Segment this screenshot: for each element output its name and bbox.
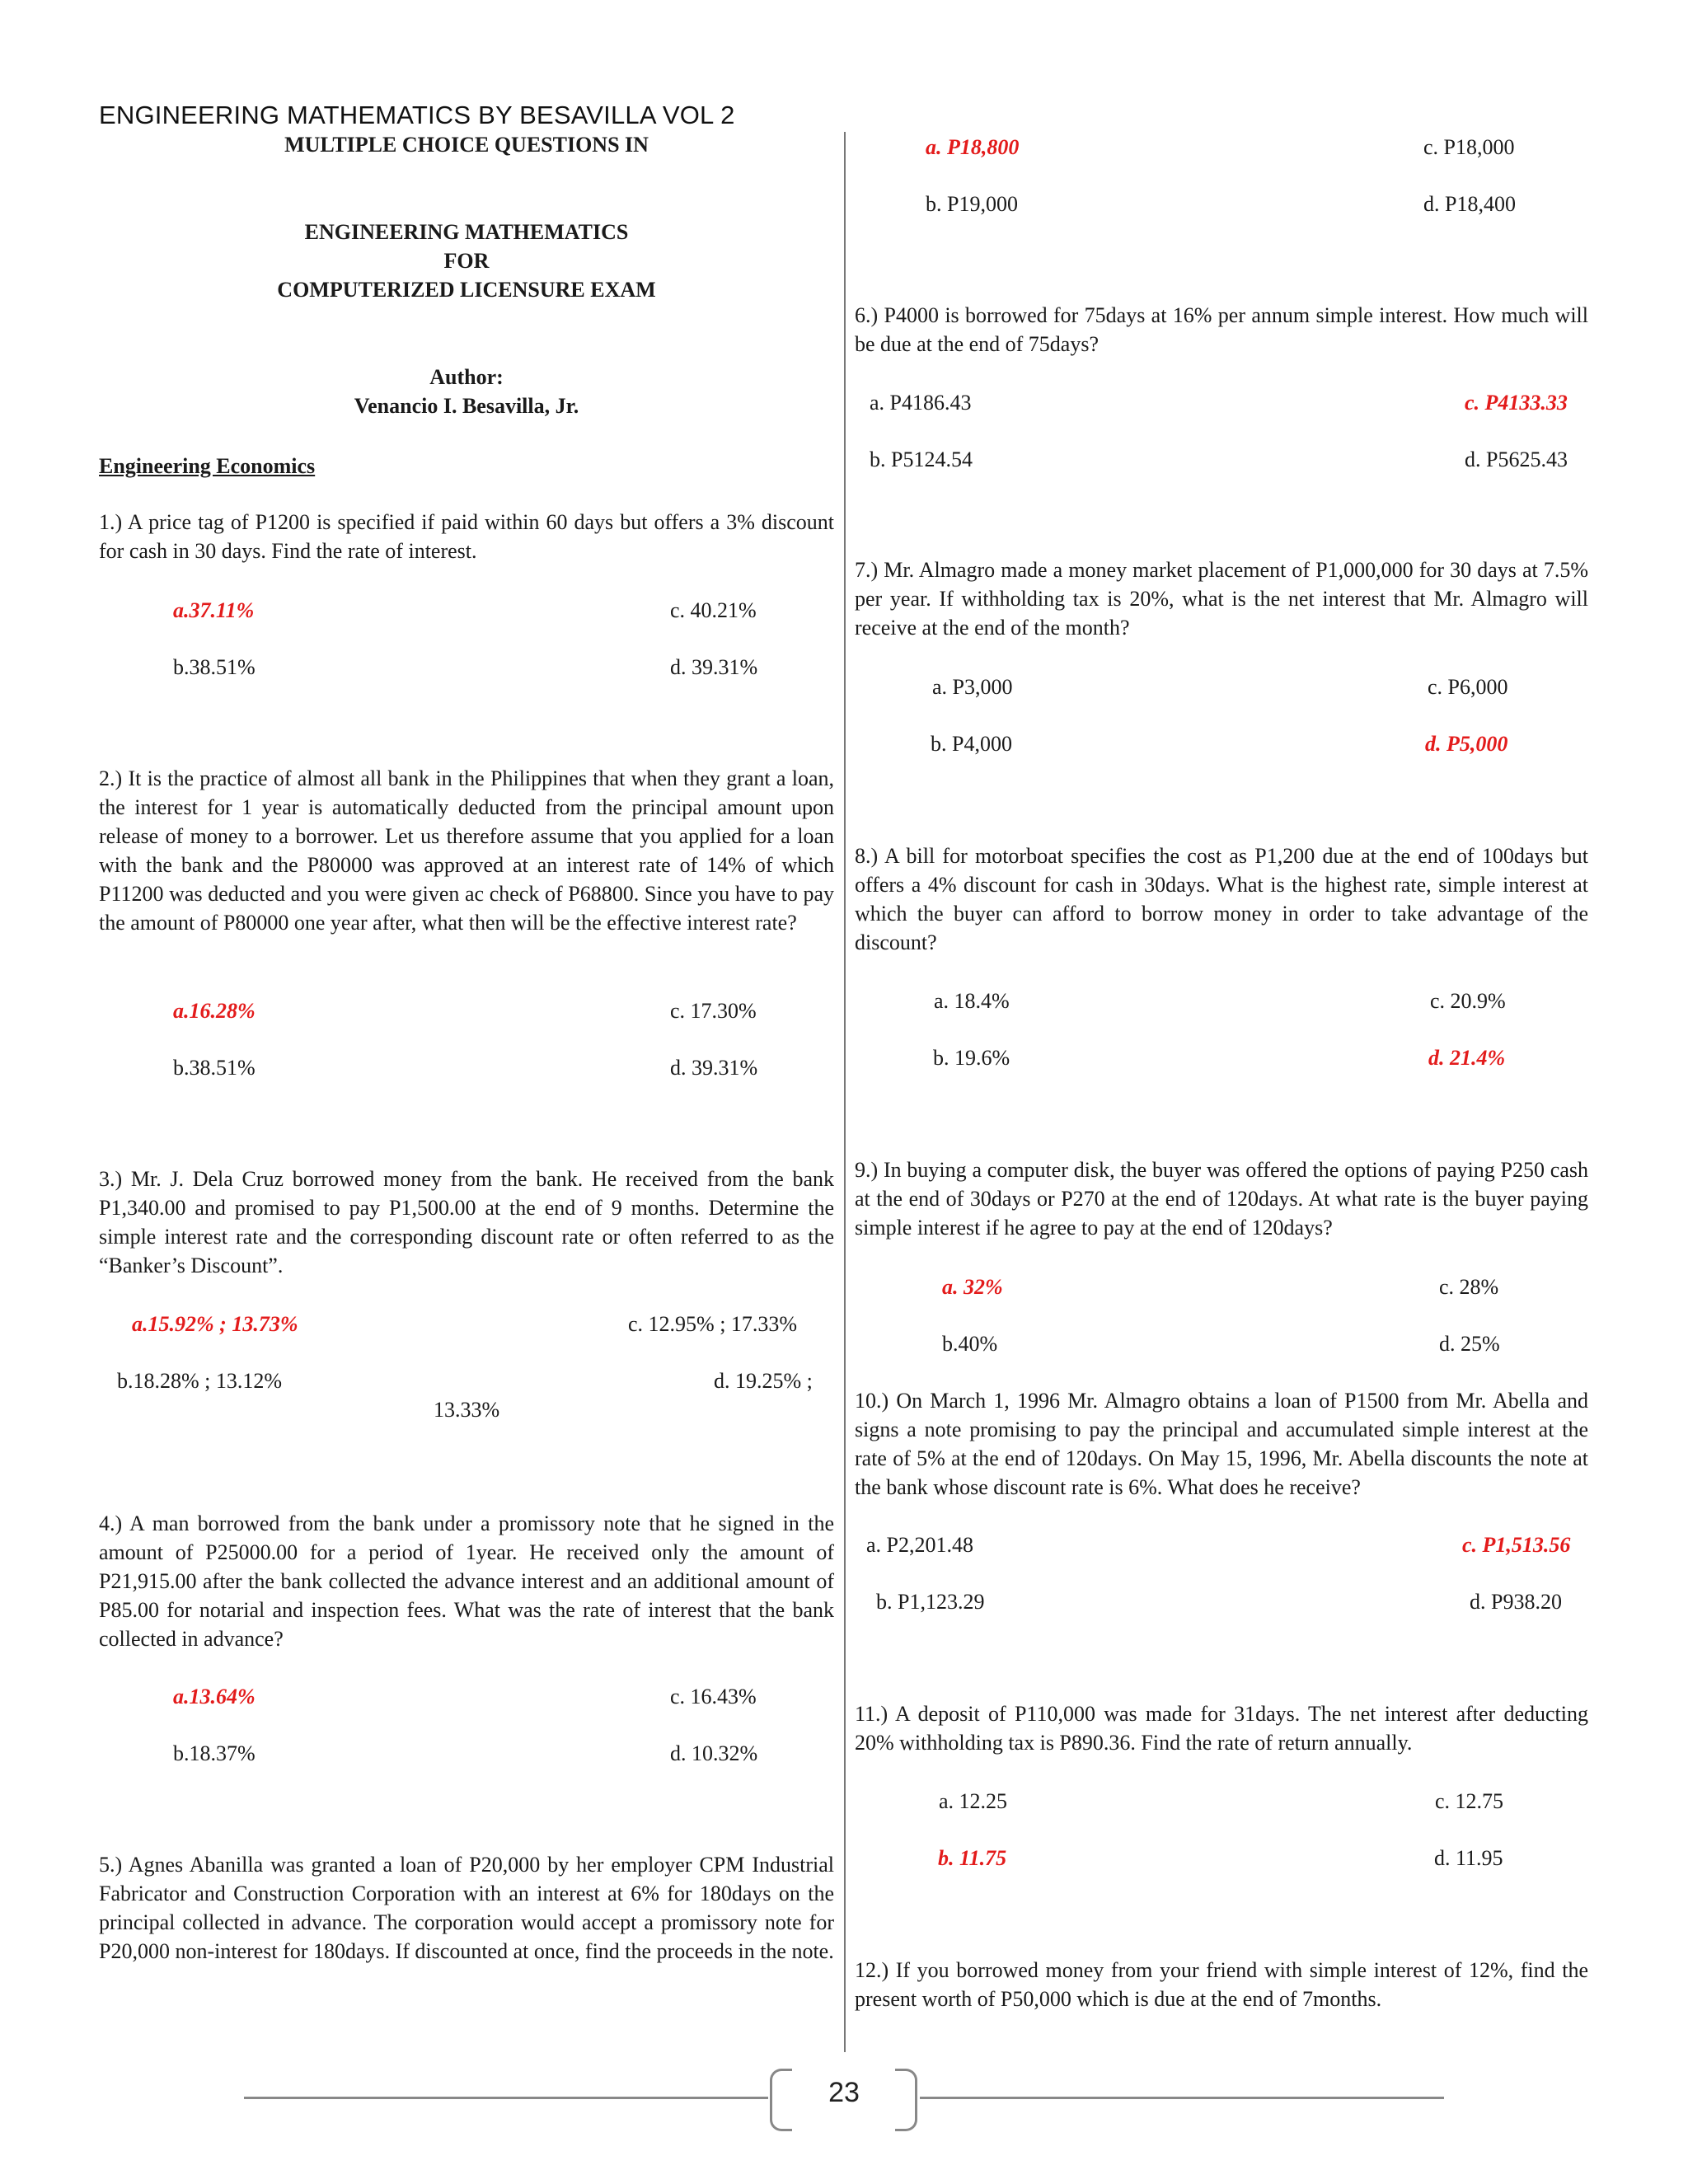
q7-option-d: d. P5,000 <box>1425 732 1508 756</box>
q9-option-a: a. 32% <box>942 1275 1003 1299</box>
q10-option-d: d. P938.20 <box>1470 1590 1562 1614</box>
q5-option-c: c. P18,000 <box>1423 135 1515 159</box>
title-line-3: FOR <box>443 249 490 273</box>
q9-option-c: c. 28% <box>1439 1275 1499 1299</box>
running-header: ENGINEERING MATHEMATICS BY BESAVILLA VOL 2 <box>99 101 735 129</box>
title-line-4: COMPUTERIZED LICENSURE EXAM <box>277 278 656 302</box>
q4-option-c: c. 16.43% <box>670 1685 757 1708</box>
q8-option-c: c. 20.9% <box>1430 989 1506 1013</box>
question-11: 11.) A deposit of P110,000 was made for 31days. The net interest after deducting 20% withholding tax is P890.36. Find the rate of return annually. <box>855 1702 1588 1755</box>
q1-option-b: b.38.51% <box>173 655 256 679</box>
q11-option-c: c. 12.75 <box>1435 1789 1504 1813</box>
q9-option-d: d. 25% <box>1439 1332 1500 1356</box>
q11-option-a: a. 12.25 <box>939 1789 1008 1813</box>
author-label: Author: <box>429 365 504 389</box>
column-divider <box>844 132 846 2052</box>
q11-option-d: d. 11.95 <box>1434 1846 1503 1870</box>
q5-option-d: d. P18,400 <box>1423 192 1516 216</box>
q1-option-c: c. 40.21% <box>670 598 757 622</box>
footer-rule-left <box>244 2097 768 2099</box>
q11-option-b: b. 11.75 <box>938 1846 1007 1870</box>
footer-rule-right <box>920 2097 1444 2099</box>
q3-option-b: b.18.28% ; 13.12% <box>117 1369 283 1393</box>
question-5: 5.) Agnes Abanilla was granted a loan of P20,000 by her employer CPM Industrial Fabricator and Construction Corporation with an interest at 6% for 180days on the principal collected in advance. The corporation would accept a promissory note for P20,000 non-interest for 180days. If discounted at once, find the proceeds in the note. <box>99 1853 834 1963</box>
q6-option-d: d. P5625.43 <box>1465 448 1568 471</box>
left-bracket-icon <box>770 2069 792 2131</box>
q2-option-d: d. 39.31% <box>670 1056 758 1080</box>
q4-option-b: b.18.37% <box>173 1741 256 1765</box>
author-name: Venancio I. Besavilla, Jr. <box>354 394 579 418</box>
right-bracket-icon <box>895 2069 917 2131</box>
question-2: 2.) It is the practice of almost all bank in the Philippines that when they grant a loan, the interest for 1 year is automatically deducted from the principal amount upon release of money to a borrower. Let us therefore assume that you applied for a loan with the bank and the P80000 was approved at an interest rate of 14% of which P11200 was deducted and you were given ac check of P68800. Since you have to pay the amount of P80000 one year after, what then will be the effective interest rate? <box>99 766 834 935</box>
q7-option-a: a. P3,000 <box>932 675 1013 699</box>
question-7: 7.) Mr. Almagro made a money market placement of P1,000,000 for 30 days at 7.5% per year. If withholding tax is 20%, what is the net interest that Mr. Almagro will receive at the end of the month? <box>855 558 1588 640</box>
q2-option-c: c. 17.30% <box>670 999 757 1023</box>
q1-option-a: a.37.11% <box>173 598 255 622</box>
q8-option-a: a. 18.4% <box>934 989 1010 1013</box>
question-1: 1.) A price tag of P1200 is specified if paid within 60 days but offers a 3% discount for cash in 30 days. Find the rate of interest. <box>99 510 834 563</box>
question-9: 9.) In buying a computer disk, the buyer was offered the options of paying P250 cash at the end of 30days or P270 at the end of 120days. At what rate is the buyer paying simple interest if he agree to pay at the end of 120days? <box>855 1158 1588 1240</box>
q6-option-c: c. P4133.33 <box>1465 391 1568 415</box>
q5-option-b: b. P19,000 <box>926 192 1018 216</box>
q5-option-a: a. P18,800 <box>926 135 1020 159</box>
q7-option-b: b. P4,000 <box>931 732 1012 756</box>
q3-option-d-continued: 13.33% <box>434 1398 500 1422</box>
question-3: 3.) Mr. J. Dela Cruz borrowed money from the bank. He received from the bank P1,340.00 and promised to pay P1,500.00 at the end of 9 months. Determine the simple interest rate and the corresponding discount rate or often referred to as the “Banker’s Discount”. <box>99 1167 834 1277</box>
q2-option-b: b.38.51% <box>173 1056 256 1080</box>
q9-option-b: b.40% <box>942 1332 998 1356</box>
question-6: 6.) P4000 is borrowed for 75days at 16% per annum simple interest. How much will be due at the end of 75days? <box>855 303 1588 356</box>
q10-option-c: c. P1,513.56 <box>1462 1533 1571 1557</box>
question-10: 10.) On March 1, 1996 Mr. Almagro obtains a loan of P1500 from Mr. Abella and signs a note promising to pay the principal and accumulated simple interest at the rate of 5% at the end of 120days. On May 15, 1996, Mr. Abella discounts the note at the bank whose discount rate is 6%. What does he receive? <box>855 1389 1588 1499</box>
q8-option-d: d. 21.4% <box>1428 1046 1506 1070</box>
page-number: 23 <box>828 2077 860 2108</box>
q4-option-d: d. 10.32% <box>670 1741 758 1765</box>
section-heading: Engineering Economics <box>99 454 316 478</box>
title-line-1: MULTIPLE CHOICE QUESTIONS IN <box>284 133 649 157</box>
question-8: 8.) A bill for motorboat specifies the cost as P1,200 due at the end of 100days but offers a 4% discount for cash in 30days. What is the highest rate, simple interest at which the buyer can afford to borrow money in order to take advantage of the discount? <box>855 844 1588 954</box>
q10-option-a: a. P2,201.48 <box>866 1533 973 1557</box>
q4-option-a: a.13.64% <box>173 1685 256 1708</box>
q1-option-d: d. 39.31% <box>670 655 758 679</box>
q6-option-b: b. P5124.54 <box>870 448 973 471</box>
q3-option-a: a.15.92% ; 13.73% <box>132 1312 298 1336</box>
question-4: 4.) A man borrowed from the bank under a promissory note that he signed in the amount of P25000.00 for a period of 1year. He received only the amount of P21,915.00 after the bank collected the advance interest and an additional amount of P85.00 for notarial and inspection fees. What was the rate of interest that the bank collected in advance? <box>99 1511 834 1651</box>
q3-option-c: c. 12.95% ; 17.33% <box>628 1312 798 1336</box>
q3-option-d: d. 19.25% ; <box>714 1369 813 1393</box>
q6-option-a: a. P4186.43 <box>870 391 972 415</box>
q8-option-b: b. 19.6% <box>933 1046 1010 1070</box>
q10-option-b: b. P1,123.29 <box>876 1590 985 1614</box>
title-line-2: ENGINEERING MATHEMATICS <box>304 220 629 244</box>
q7-option-c: c. P6,000 <box>1428 675 1508 699</box>
q2-option-a: a.16.28% <box>173 999 256 1023</box>
question-12: 12.) If you borrowed money from your friend with simple interest of 12%, find the present worth of P50,000 which is due at the end of 7months. <box>855 1958 1588 2011</box>
